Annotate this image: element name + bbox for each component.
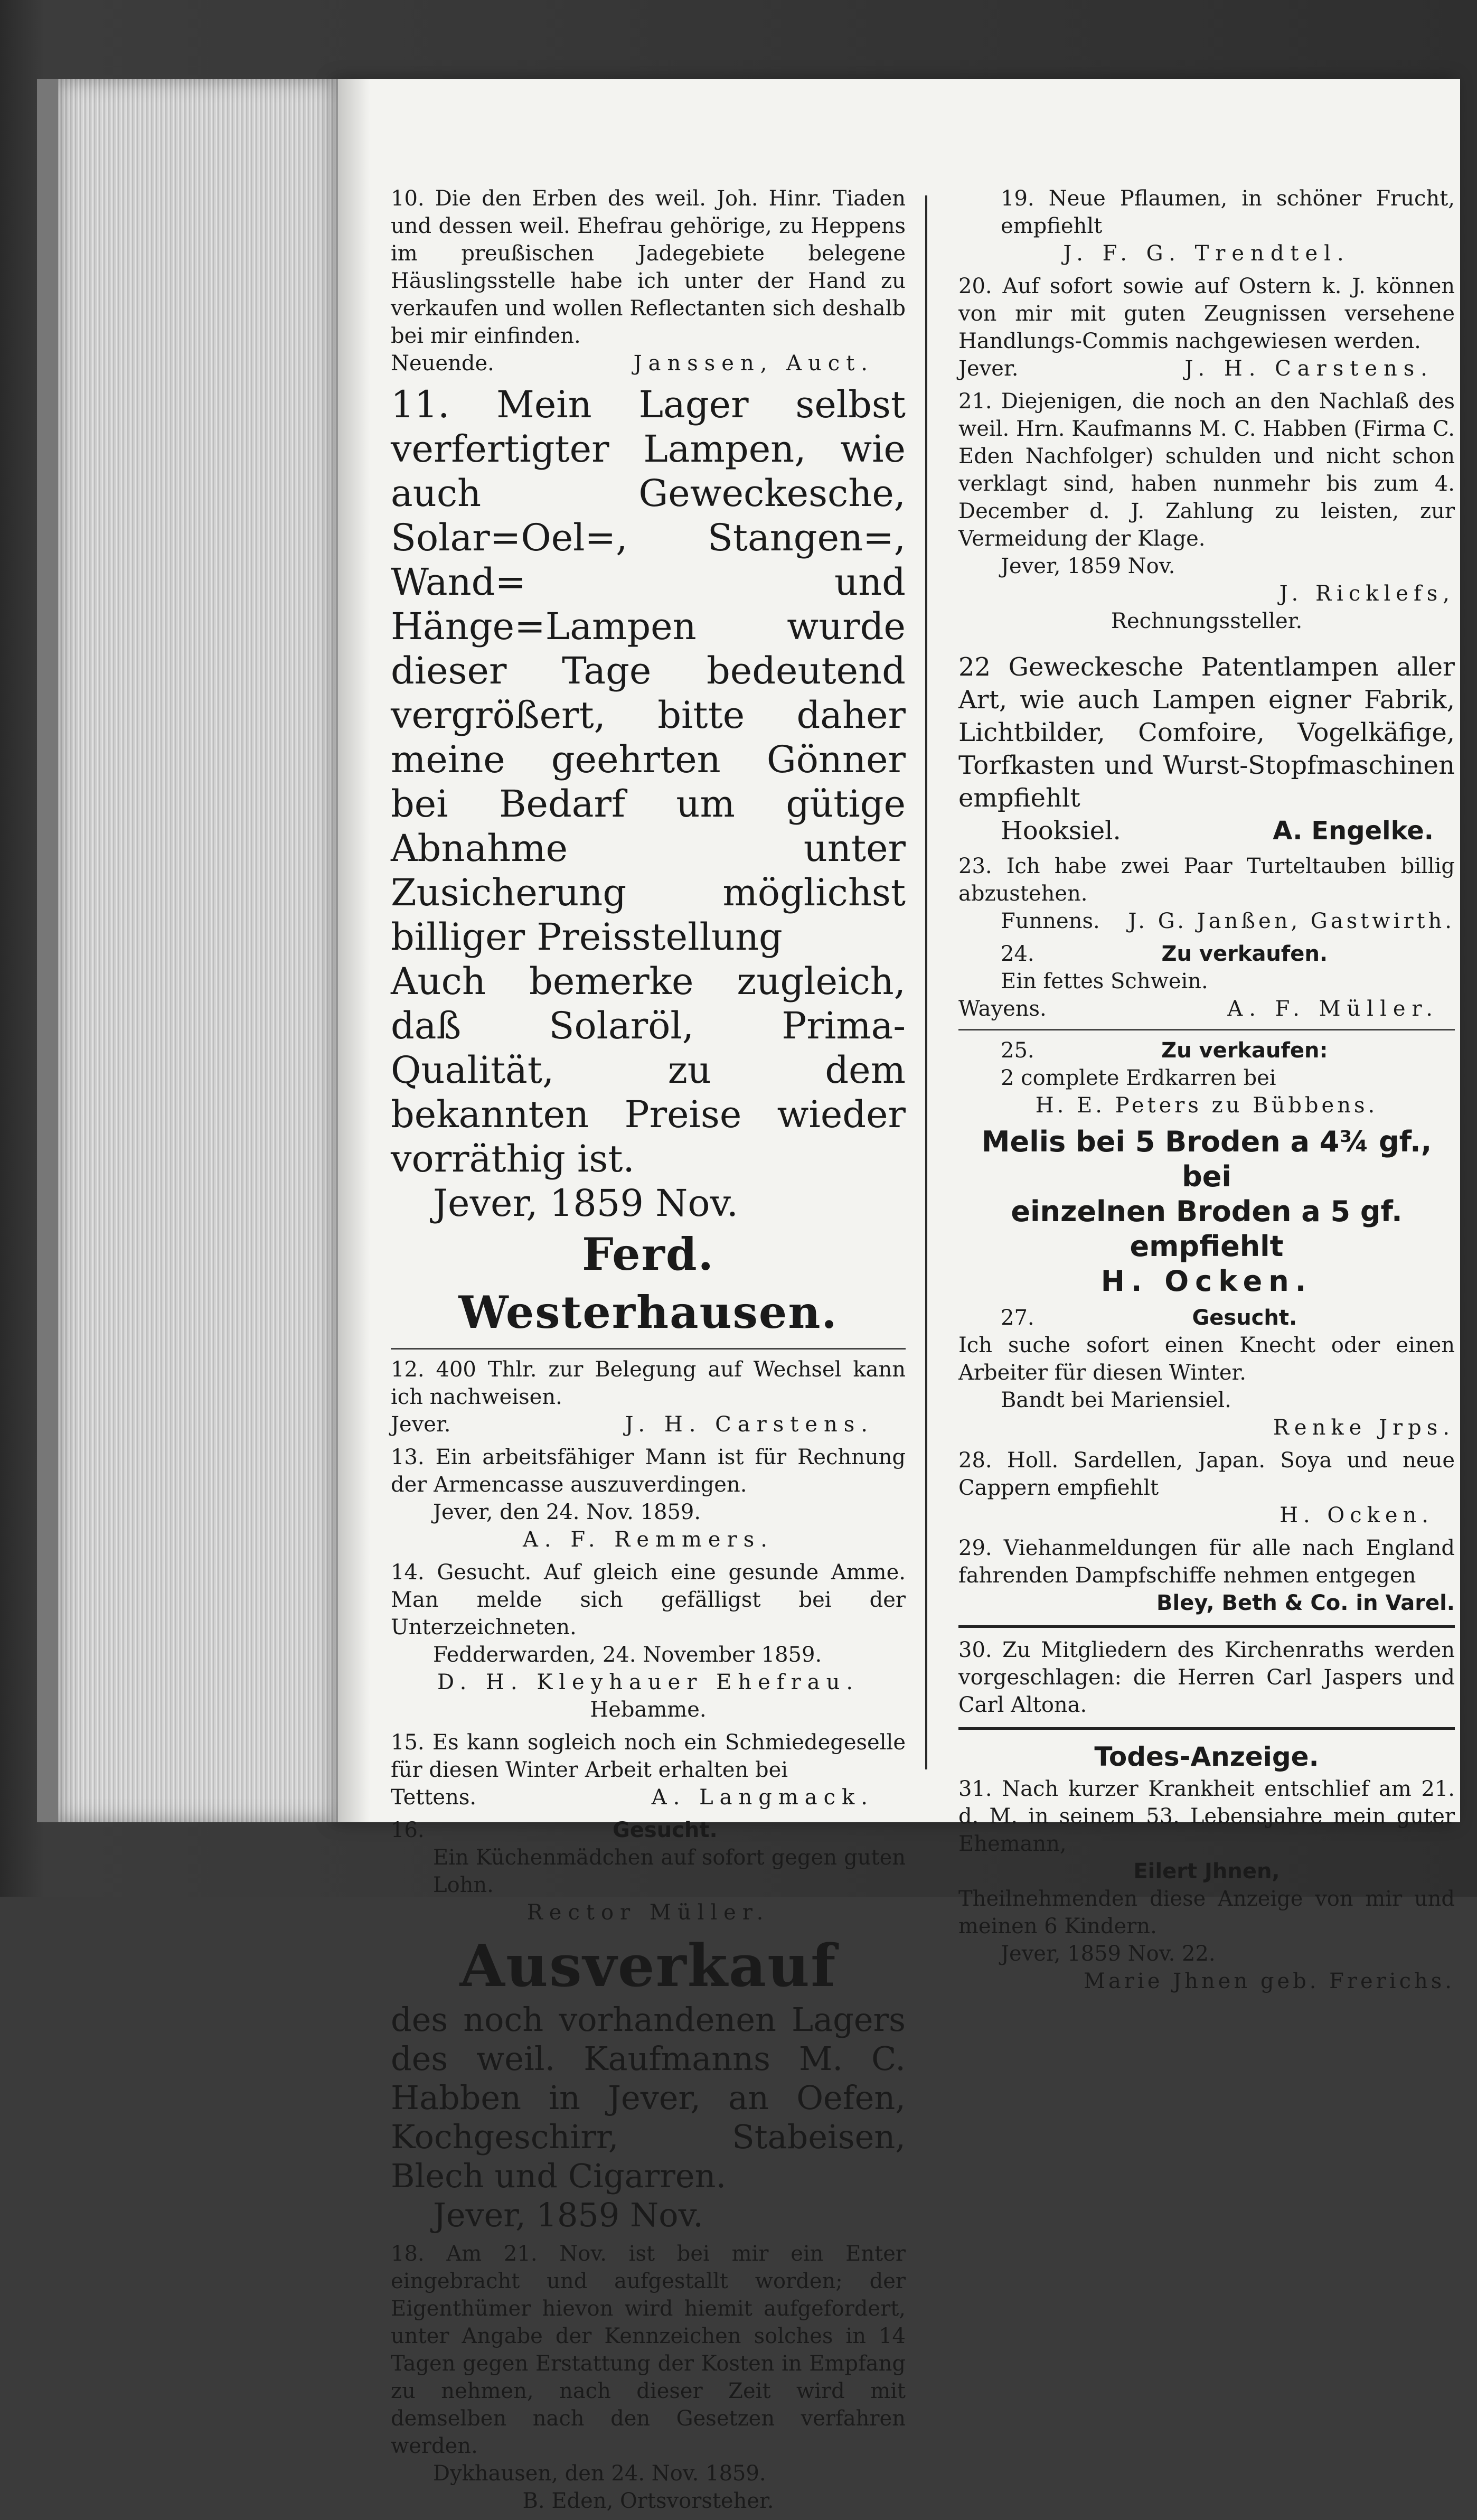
ad-14-date: Fedderwarden, 24. November 1859.: [433, 1643, 822, 1667]
ad-15-text: 15. Es kann sogleich noch ein Schmiedegeselle für diesen Winter Arbeit erhalten bei: [391, 1730, 906, 1782]
column-divider: [925, 195, 927, 1769]
ad-25-signer: H. E. Peters zu Bübbens.: [1035, 1093, 1378, 1118]
melis-line-1: Melis bei 5 Broden a 4¾ gf., bei: [981, 1125, 1432, 1193]
ad-12-place: Jever.: [391, 1412, 451, 1437]
ad-25-text: 2 complete Erdkarren bei: [1001, 1066, 1276, 1090]
ad-11-signer: Ferd. Westerhausen.: [458, 1228, 838, 1338]
ad-30: [958, 1636, 1455, 1719]
ad-15-place: Tettens.: [391, 1785, 477, 1810]
ad-15-signer: A. Langmack.: [651, 1785, 874, 1810]
ad-10-place: Neuende.: [391, 351, 494, 376]
ad-19-text: 19. Neue Pflaumen, in schöner Frucht, empfiehlt: [1001, 186, 1455, 238]
ad-21-role: Rechnungssteller.: [1111, 609, 1303, 633]
ad-10: [391, 185, 906, 377]
book-page-edges: [37, 79, 364, 1822]
ad-20: [958, 273, 1455, 382]
ad-23: [958, 853, 1455, 935]
ad-23-signer: J. G. Janßen, Gastwirth.: [1128, 909, 1455, 933]
ad-23-text: 23. Ich habe zwei Paar Turteltauben billig abzustehen.: [958, 854, 1455, 906]
ad-22-place: Hooksiel.: [1001, 816, 1121, 846]
ad-10-text: 10. Die den Erben des weil. Joh. Hinr. Tiaden und dessen weil. Ehefrau gehörige, zu Heppens im preußischen Jadegebiete belegene Häuslingsstelle habe ich unter der Hand zu verkaufen und wollen Reflectanten sich deshalb bei mir einfinden.: [391, 186, 906, 348]
ad-16-signer: Rector Müller.: [526, 1900, 770, 1925]
ad-16-heading: Gesucht.: [612, 1818, 718, 1842]
ad-27-text: Ich suche sofort einen Knecht oder einen Arbeiter für diesen Winter.: [958, 1333, 1455, 1385]
ad-29-signer: Bley, Beth & Co. in Varel.: [1156, 1591, 1455, 1615]
ad-18-text: 18. Am 21. Nov. ist bei mir ein Enter eingebracht und aufgestallt worden; der Eigenthümer hievon wird hiemit aufgefordert, unter Angabe der Kennzeichen solches in 14 Tagen gegen Erstattung der Kosten in Empfang zu nehmen, nach dieser Zeit wird mit demselben nach den Gesetzen verfahren werden.: [391, 2242, 906, 2458]
ad-25-heading: Zu verkaufen:: [1161, 1038, 1328, 1063]
ad-10-signer: Janssen, Auct.: [633, 351, 874, 376]
ad-ausverkauf: [391, 1932, 906, 2235]
todes-name: Eilert Jhnen,: [1133, 1859, 1280, 1884]
ad-11: [391, 382, 906, 1342]
ad-23-place: Funnens.: [1001, 909, 1100, 933]
ad-melis: [958, 1125, 1455, 1299]
left-column: [391, 185, 906, 2520]
ad-24-signer: A. F. Müller.: [1227, 997, 1439, 1021]
ad-20-signer: J. H. Carstens.: [1184, 357, 1434, 381]
ad-14-text: 14. Gesucht. Auf gleich eine gesunde Amme. Man melde sich gefälligst bei der Unterzeichneten.: [391, 1560, 906, 1640]
ad-12-text: 12. 400 Thlr. zur Belegung auf Wechsel kann ich nachweisen.: [391, 1357, 906, 1409]
todes-heading: Todes-Anzeige.: [1094, 1741, 1319, 1772]
ad-18-date: Dykhausen, den 24. Nov. 1859.: [433, 2461, 766, 2486]
ad-25: [958, 1037, 1455, 1119]
ad-14-role: Hebamme.: [590, 1698, 707, 1722]
ad-16: [391, 1816, 906, 1926]
melis-line-2: einzelnen Broden a 5 gf. empfiehlt: [1011, 1195, 1403, 1263]
ad-19-signer: J. F. G. Trendtel.: [1063, 241, 1350, 266]
ad-25-number: 25.: [1001, 1038, 1034, 1063]
gutter-shadow: [338, 79, 370, 1822]
ad-21: [958, 388, 1455, 635]
ad-14: [391, 1559, 906, 1723]
ausverkauf-title: Ausverkauf: [459, 1932, 837, 2000]
ad-13-signer: A. F. Remmers.: [523, 1528, 774, 1552]
ad-13: [391, 1444, 906, 1553]
ad-27-signer: Renke Jrps.: [1273, 1416, 1455, 1440]
ad-22-text: 22 Geweckesche Patentlampen aller Art, wie auch Lampen eigner Fabrik, Lichtbilder, Comfoire, Vogelkäfige, Torfkasten und Wurst-Stopfmaschinen empfiehlt: [958, 652, 1455, 813]
ad-27-heading: Gesucht.: [1192, 1306, 1297, 1330]
ad-20-place: Jever.: [958, 357, 1019, 381]
ad-21-date: Jever, 1859 Nov.: [1001, 554, 1175, 578]
ad-12: [391, 1356, 906, 1438]
ad-16-text: Ein Küchenmädchen auf sofort gegen guten Lohn.: [433, 1845, 906, 1897]
ad-24-text: Ein fettes Schwein.: [1001, 969, 1208, 994]
ad-21-text: 21. Diejenigen, die noch an den Nachlaß des weil. Hrn. Kaufmanns M. C. Habben (Firma C. Eden Nachfolger) schulden und nicht schon verklagt sind, haben nunmehr bis zum 4. December d. J. Zahlung zu leisten, zur Vermeidung der Klage.: [958, 389, 1455, 551]
ad-18-signer: B. Eden, Ortsvorsteher.: [522, 2489, 774, 2513]
ad-29-text: 29. Viehanmeldungen für alle nach England fahrenden Dampfschiffe nehmen entgegen: [958, 1536, 1455, 1588]
todes-signer: Marie Jhnen geb. Frerichs.: [1084, 1969, 1455, 1993]
ad-16-number: 16.: [391, 1818, 425, 1842]
todes-text2: Theilnehmenden diese Anzeige von mir und meinen 6 Kindern.: [958, 1887, 1455, 1938]
divider: [958, 1029, 1455, 1031]
ausverkauf-text: des noch vorhandenen Lagers des weil. Kaufmanns M. C. Habben in Jever, an Oefen, Kochgeschirr, Stabeisen, Blech und Cigarren.: [391, 2000, 906, 2195]
ad-24-number: 24.: [1001, 942, 1034, 966]
ad-22: [958, 651, 1455, 847]
ad-30-text: 30. Zu Mitgliedern des Kirchenraths werden vorgeschlagen: die Herren Carl Jaspers und Carl Altona.: [958, 1638, 1455, 1717]
melis-signer: H. Ocken.: [1100, 1264, 1313, 1298]
ad-27: [958, 1304, 1455, 1441]
divider-thick: [958, 1625, 1455, 1628]
ad-12-signer: J. H. Carstens.: [625, 1412, 874, 1437]
divider-thick: [958, 1727, 1455, 1730]
ad-29: [958, 1534, 1455, 1617]
ad-11-text: 11. Mein Lager selbst verfertigter Lampen, wie auch Geweckesche, Solar=Oel=, Stangen=, Wand= und Hänge=Lampen wurde dieser Tage bedeutend vergrößert, bitte daher meine geehrten Gönner bei Bedarf um gütige Abnahme unter Zusicherung möglichst billiger Preisstellung: [391, 383, 906, 959]
ad-11-date: Jever, 1859 Nov.: [433, 1182, 739, 1225]
todes-date: Jever, 1859 Nov. 22.: [1001, 1942, 1216, 1966]
ad-13-date: Jever, den 24. Nov. 1859.: [433, 1500, 701, 1524]
ad-27-place: Bandt bei Mariensiel.: [1001, 1388, 1231, 1412]
ad-20-text: 20. Auf sofort sowie auf Ostern k. J. können von mir mit guten Zeugnissen versehene Handlungs-Commis nachgewiesen werden.: [958, 274, 1455, 353]
ad-18: [391, 2240, 906, 2515]
ad-24: [958, 940, 1455, 1023]
ad-22-signer: A. Engelke.: [1273, 816, 1434, 846]
ad-28-signer: H. Ocken.: [1280, 1503, 1434, 1528]
ad-14-signer: D. H. Kleyhauer Ehefrau.: [437, 1670, 860, 1694]
ausverkauf-date: Jever, 1859 Nov.: [433, 2196, 703, 2234]
divider: [391, 1348, 906, 1350]
ad-15: [391, 1729, 906, 1811]
ad-13-text: 13. Ein arbeitsfähiger Mann ist für Rechnung der Armencasse auszuverdingen.: [391, 1445, 906, 1497]
todes-text: 31. Nach kurzer Krankheit entschlief am 21. d. M. in seinem 53. Lebensjahre mein guter Ehemann,: [958, 1777, 1455, 1856]
right-column: [958, 185, 1455, 2000]
ad-28-text: 28. Holl. Sardellen, Japan. Soya und neue Cappern empfiehlt: [958, 1448, 1455, 1500]
ad-19: [958, 185, 1455, 267]
ad-todes: [958, 1738, 1455, 1995]
ad-21-signer: J. Ricklefs,: [1279, 582, 1455, 606]
ad-11-text2: Auch bemerke zugleich, daß Solaröl, Prima-Qualität, zu dem bekannten Preise wieder vorräthig ist.: [391, 960, 906, 1181]
ad-24-heading: Zu verkaufen.: [1161, 942, 1328, 966]
ad-28: [958, 1447, 1455, 1529]
ad-27-number: 27.: [1001, 1306, 1034, 1330]
ad-24-place: Wayens.: [958, 997, 1047, 1021]
